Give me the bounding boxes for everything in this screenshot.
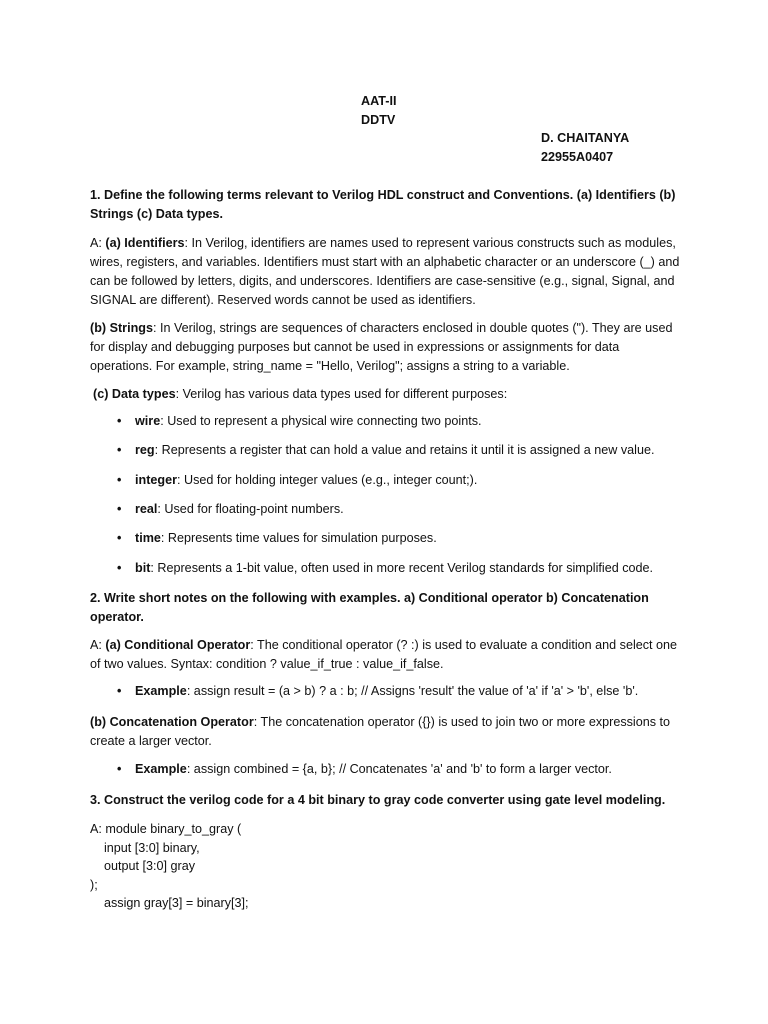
identifiers-text: : In Verilog, identifiers are names used to represent various constructs such as modules, wires, registers, and variables. Identifiers must start with an alphabetic character or an underscore (_) and can be followed by letters, digits, and underscores. Identifiers are case-sensitive (e.g., signal, Signal, and SIGNAL are different). Reserved words cannot be used as identifiers. xyxy=(90,236,680,307)
bullet-text: : Represents time values for simulation purposes. xyxy=(160,531,437,545)
answer-prefix: A: xyxy=(90,638,106,652)
term-data-types: (c) Data types xyxy=(93,387,176,401)
example-text: : assign result = (a > b) ? a : b; // Assigns 'result' the value of 'a' if 'a' > 'b', else 'b'. xyxy=(186,684,639,698)
term-concatenation-operator: (b) Concatenation Operator xyxy=(90,715,254,729)
code-line: input [3:0] binary, xyxy=(90,841,200,855)
example-text: : assign combined = {a, b}; // Concatenates 'a' and 'b' to form a larger vector. xyxy=(186,762,612,776)
code-line: output [3:0] gray xyxy=(90,859,196,873)
bullet-term: bit xyxy=(135,561,151,575)
term-identifiers: (a) Identifiers xyxy=(105,236,185,250)
bullet-icon: • xyxy=(117,531,122,545)
bullet-text: : Used for holding integer values (e.g., integer count;). xyxy=(177,473,478,487)
answer-1c xyxy=(93,385,685,404)
bullet-term: time xyxy=(135,531,161,545)
code-line: ); xyxy=(90,878,98,892)
answer-2a xyxy=(90,636,682,674)
strings-text: : In Verilog, strings are sequences of characters enclosed in double quotes ("). They are used for display and debugging purposes but cannot be used in expressions or assignments for data operations. For example, string_name = "Hello, Verilog"; assigns a string to a variable. xyxy=(90,321,673,373)
conditional-operator-text: : The conditional operator (? :) is used to evaluate a condition and select one of two values. Syntax: condition ? value_if_true : value_if_false. xyxy=(90,638,678,671)
term-conditional-operator: (a) Conditional Operator xyxy=(105,638,251,652)
answer-2b xyxy=(90,713,682,751)
bullet-term: real xyxy=(135,502,158,516)
bullet-text: : Used for floating-point numbers. xyxy=(157,502,344,516)
question-3: 3. Construct the verilog code for a 4 bit binary to gray code converter using gate level modeling. xyxy=(90,793,666,807)
data-types-text: : Verilog has various data types used for different purposes: xyxy=(175,387,508,401)
answer-1b xyxy=(90,319,682,376)
example-label: Example xyxy=(135,684,187,698)
question-1: 1. Define the following terms relevant to Verilog HDL construct and Conventions. (a) Identifiers (b) Strings (c) Data types. xyxy=(90,188,676,221)
bullet-icon: • xyxy=(117,762,122,776)
bullet-text: : Represents a register that can hold a value and retains it until it is assigned a new value. xyxy=(154,443,655,457)
doc-title-aat: AAT-II xyxy=(361,94,397,108)
student-name: D. CHAITANYA xyxy=(541,131,630,145)
student-roll: 22955A0407 xyxy=(541,150,614,164)
answer-prefix: A: xyxy=(90,236,106,250)
bullet-icon: • xyxy=(117,443,122,457)
bullet-icon: • xyxy=(117,561,122,575)
bullet-term: wire xyxy=(135,414,161,428)
bullet-term: reg xyxy=(135,443,155,457)
code-line: A: module binary_to_gray ( xyxy=(90,822,242,836)
code-line: assign gray[3] = binary[3]; xyxy=(90,896,249,910)
bullet-text: : Represents a 1-bit value, often used in more recent Verilog standards for simplified code. xyxy=(150,561,654,575)
answer-1a xyxy=(90,234,682,310)
question-2: 2. Write short notes on the following with examples. a) Conditional operator b) Concatenation operator. xyxy=(90,591,649,624)
bullet-icon: • xyxy=(117,502,122,516)
concatenation-operator-text: : The concatenation operator ({}) is used to join two or more expressions to create a larger vector. xyxy=(90,715,671,748)
bullet-icon: • xyxy=(117,414,122,428)
bullet-text: : Used to represent a physical wire connecting two points. xyxy=(160,414,482,428)
bullet-icon: • xyxy=(117,684,122,698)
bullet-icon: • xyxy=(117,473,122,487)
example-label: Example xyxy=(135,762,187,776)
doc-subject: DDTV xyxy=(361,113,396,127)
term-strings: (b) Strings xyxy=(90,321,153,335)
bullet-term: integer xyxy=(135,473,177,487)
